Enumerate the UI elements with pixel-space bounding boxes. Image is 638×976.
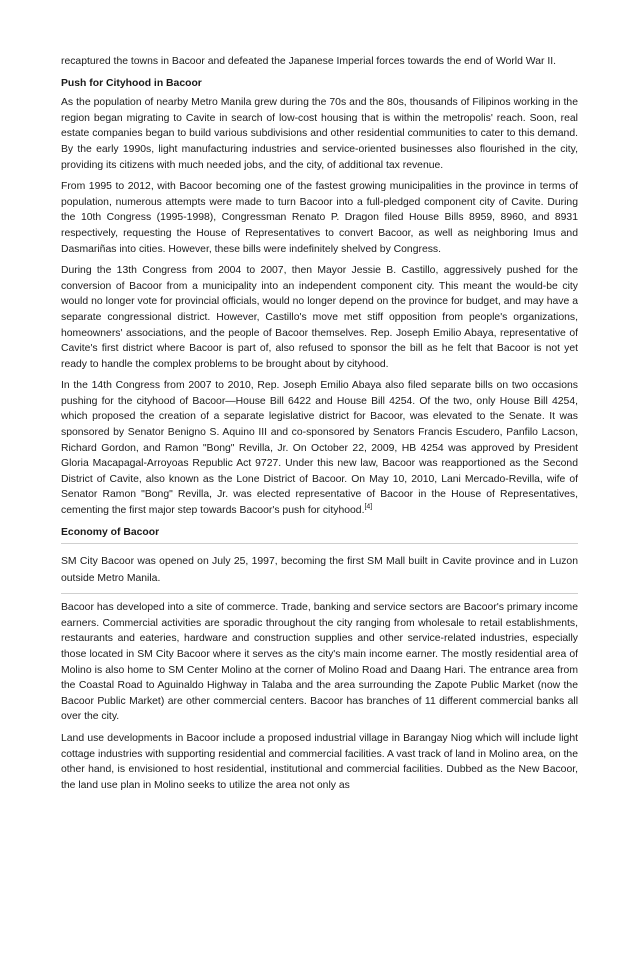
- section-heading-economy: Economy of Bacoor: [61, 525, 578, 545]
- paragraph-cityhood-attempts: From 1995 to 2012, with Bacoor becoming one of the fastest growing municipalities in the province in terms of population, numerous attempts were made to turn Bacoor into a full-pledged component city of Cavite. During the 10th Congress (1995-1998), Congressman Renato P. Dragon filed House Bills 8959, 8960, and 8931 respectively, requesting the House of Representatives to convert Bacoor, as well as neighboring Imus and Dasmariñas into cities. However, these bills were indefinitely shelved by Congress.: [61, 181, 578, 255]
- paragraph-land-use: Land use developments in Bacoor include a proposed industrial village in Barangay Niog which will include light cottage industries with supporting residential and commercial facilities. A vast track of land in Molino area, on the other hand, is envisioned to host residential, institutional and commercial facilities. Dubbed as the New Bacoor, the land use plan in Molino seeks to utilize the area not only as: [61, 732, 578, 791]
- paragraph-commerce: Bacoor has developed into a site of commerce. Trade, banking and service sectors are Bacoor's primary income earners. Commercial activities are sporadic throughout the city ranging from wholesale to retail establishments, restaurants and eateries, hardware and construction supplies and other service-related industries, especially those located in SM City Bacoor where it serves as the city's main income earner. The mostly residential area of Molino is also home to SM Center Molino at the corner of Molino Road and Daang Hari. The entrance area from the Coastal Road to Aguinaldo Highway in Talaba and the area surrounding the Zapote Public Market (now the Bacoor Public Market) are other commercial centers. Bacoor has branches of 11 different commercial banks all over the city.: [61, 602, 578, 723]
- paragraph-13th-congress: During the 13th Congress from 2004 to 2007, then Mayor Jessie B. Castillo, aggressively pushed for the conversion of Bacoor from a municipality into an independent component city. This meant the would-be city would no longer vote for provincial officials, would no longer depend on the province for budget, and may have a separate congressional district. However, Castillo's move met stiff opposition from people's organizations, homeowners' associations, and the people of Bacoor themselves. Rep. Joseph Emilio Abaya, representative of Cavite's first district where Bacoor is part of, also refused to sponsor the bill as he felt that Bacoor is not yet ready to handle the complex problems to be brought about by cityhood.: [61, 265, 578, 370]
- document-page: [61, 54, 578, 799]
- section-heading-cityhood: Push for Cityhood in Bacoor: [61, 77, 202, 89]
- paragraph-14th-congress-text: In the 14th Congress from 2007 to 2010, Rep. Joseph Emilio Abaya also filed separate bills on two occasions pushing for the cityhood of Bacoor—House Bill 6422 and House Bill 4254. Of the two, only House Bill 4254, which proposed the creation of a separate legislative district for Bacoor, was elevated to the Senate. It was sponsored by Senator Benigno S. Aquino III and co-sponsored by Senators Francis Escudero, Panfilo Lacson, Richard Gordon, and Ramon "Bong" Revilla, Jr. On October 22, 2009, HB 4254 was approved by President Gloria Macapagal-Arroyoas Republic Act 9727. Under this new law, Bacoor was reapportioned as the Second District of Cavite, also known as the Lone District of Bacoor. On May 10, 2010, Lani Mercado-Revilla, wife of Senator Ramon "Bong" Revilla, Jr. was elected representative of Bacoor in the House of Representatives, cementing the first major step towards Bacoor's push for cityhood.: [61, 380, 578, 517]
- paragraph-sm-city-bacoor: SM City Bacoor was opened on July 25, 1997, becoming the first SM Mall built in Cavite province and in Luzon outside Metro Manila.: [61, 550, 578, 594]
- citation-reference[interactable]: [4]: [364, 503, 373, 511]
- paragraph-14th-congress: [61, 378, 578, 518]
- paragraph-population: As the population of nearby Metro Manila grew during the 70s and the 80s, thousands of Filipinos working in the region began migrating to Cavite in search of low-cost housing that is within the metropolis' reach. Soon, real estate companies began to build various subdivisions and other residential communities to cater to this demand. By the early 1990s, light manufacturing industries and service-oriented businesses also flourished in the city, providing its citizens with much needed jobs, and the city, of additional tax revenue.: [61, 97, 578, 171]
- paragraph-continuation: recaptured the towns in Bacoor and defeated the Japanese Imperial forces towards the end of World War II.: [61, 56, 556, 67]
